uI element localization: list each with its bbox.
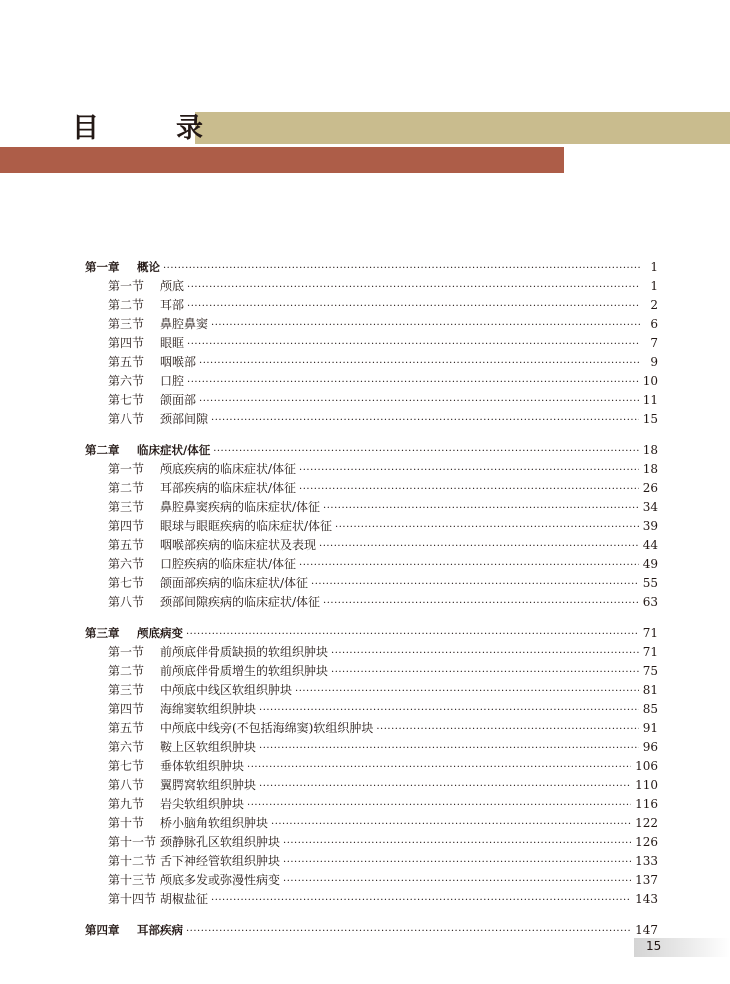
entry-page: 18 [642,462,658,476]
entry-page: 91 [642,721,658,735]
toc-section-entry[interactable] [85,353,658,372]
entry-number: 第七节 [108,393,145,407]
leader-dots [163,259,640,278]
entry-title: 中颅底中线区软组织肿块 [160,683,293,697]
entry-title: 颈部间隙疾病的临床症状/体征 [160,595,321,609]
entry-number: 第五节 [108,721,145,735]
entry-number: 第七节 [108,576,145,590]
toc-chapter-entry[interactable] [85,921,658,940]
entry-number: 第八节 [108,778,145,792]
entry-title: 口腔 [160,374,185,388]
entry-page: 10 [642,374,658,388]
entry-page: 7 [650,336,658,350]
entry-number: 第十节 [108,816,145,830]
leader-dots [247,796,631,815]
entry-title: 垂体软组织肿块 [160,759,245,773]
leader-dots [283,834,631,853]
leader-dots [335,518,639,537]
toc-section-entry[interactable] [85,391,658,410]
toc-chapter-entry[interactable] [85,624,658,643]
page-number-tab [634,938,730,957]
leader-dots [311,575,639,594]
entry-page: 18 [642,443,658,457]
toc-section-entry[interactable] [85,662,658,681]
entry-page: 49 [642,557,658,571]
toc-section-entry[interactable] [85,410,658,429]
entry-page: 1 [650,260,658,274]
entry-number: 第四节 [108,336,145,350]
entry-number: 第七节 [108,759,145,773]
entry-number: 第八节 [108,595,145,609]
entry-title: 颅底疾病的临床症状/体征 [160,462,297,476]
toc-section-entry[interactable] [85,334,658,353]
leader-dots [213,442,639,461]
entry-title: 胡椒盐征 [160,892,209,906]
entry-title: 眼球与眼眶疾病的临床症状/体征 [160,519,333,533]
toc-section-entry[interactable] [85,890,658,909]
toc-section-entry[interactable] [85,871,658,890]
entry-number: 第一节 [108,462,145,476]
leader-dots [199,392,639,411]
entry-number: 第八节 [108,412,145,426]
entry-title: 颌面部疾病的临床症状/体征 [160,576,309,590]
toc-section-entry[interactable] [85,372,658,391]
entry-page: 71 [642,626,658,640]
entry-title: 翼腭窝软组织肿块 [160,778,257,792]
entry-page: 11 [642,393,658,407]
page-title: 目 录 [72,113,228,144]
toc-section-entry[interactable] [85,681,658,700]
entry-title: 颈部间隙 [160,412,209,426]
entry-title: 鼻腔鼻窦 [160,317,209,331]
entry-title: 鼻腔鼻窦疾病的临床症状/体征 [160,500,321,514]
entry-number: 第十二节 [108,854,157,868]
leader-dots [186,625,639,644]
leader-dots [259,777,631,796]
entry-number: 第五节 [108,538,145,552]
header-band-tan [195,112,730,144]
entry-title: 耳部疾病的临床症状/体征 [160,481,297,495]
entry-title: 颅底病变 [137,626,183,640]
toc-chapter-entry[interactable] [85,258,658,277]
toc-section-entry[interactable] [85,757,658,776]
toc-section-entry[interactable] [85,776,658,795]
leader-dots [299,556,639,575]
toc-section-entry[interactable] [85,315,658,334]
entry-page: 126 [635,835,658,849]
entry-number: 第九节 [108,797,145,811]
chapter-spacer [85,612,658,624]
entry-title: 眼眶 [160,336,185,350]
toc-section-entry[interactable] [85,296,658,315]
entry-title: 概论 [137,260,160,274]
entry-page: 39 [642,519,658,533]
toc-section-entry[interactable] [85,700,658,719]
entry-number: 第三章 [85,626,120,640]
toc-section-entry[interactable] [85,738,658,757]
entry-title: 颌面部 [160,393,197,407]
leader-dots [271,815,631,834]
entry-number: 第十四节 [108,892,157,906]
entry-title: 咽喉部疾病的临床症状及表现 [160,538,317,552]
entry-title: 海绵窦软组织肿块 [160,702,257,716]
toc-section-entry[interactable] [85,498,658,517]
leader-dots [299,461,639,480]
entry-number: 第二节 [108,664,145,678]
toc-section-entry[interactable] [85,460,658,479]
leader-dots [187,335,640,354]
toc-section-entry[interactable] [85,814,658,833]
table-of-contents [85,258,658,940]
entry-number: 第六节 [108,740,145,754]
entry-number: 第二章 [85,443,120,457]
toc-section-entry[interactable] [85,593,658,612]
entry-page: 34 [642,500,658,514]
entry-page: 1 [650,279,658,293]
entry-number: 第三节 [108,317,145,331]
entry-number: 第六节 [108,557,145,571]
entry-page: 143 [635,892,658,906]
toc-section-entry[interactable] [85,479,658,498]
entry-title: 中颅底中线旁(不包括海绵窦)软组织肿块 [160,721,374,735]
entry-number: 第四节 [108,702,145,716]
entry-page: 55 [642,576,658,590]
entry-number: 第三节 [108,500,145,514]
toc-section-entry[interactable] [85,574,658,593]
entry-page: 26 [642,481,658,495]
toc-section-entry[interactable] [85,833,658,852]
leader-dots [211,316,640,335]
page-number: 15 [646,939,662,953]
entry-page: 6 [650,317,658,331]
entry-page: 75 [642,664,658,678]
entry-number: 第二节 [108,298,145,312]
entry-title: 耳部 [160,298,185,312]
entry-page: 96 [642,740,658,754]
toc-section-entry[interactable] [85,852,658,871]
toc-section-entry[interactable] [85,555,658,574]
entry-page: 147 [635,923,658,937]
leader-dots [187,373,639,392]
entry-page: 137 [635,873,658,887]
toc-section-entry[interactable] [85,517,658,536]
chapter-spacer [85,909,658,921]
entry-title: 鞍上区软组织肿块 [160,740,257,754]
leader-dots [283,853,631,872]
entry-number: 第五节 [108,355,145,369]
leader-dots [259,701,639,720]
entry-page: 122 [635,816,658,830]
entry-page: 81 [642,683,658,697]
entry-title: 咽喉部 [160,355,197,369]
leader-dots [376,720,638,739]
chapter-spacer [85,429,658,441]
leader-dots [331,644,639,663]
leader-dots [259,739,639,758]
entry-title: 桥小脑角软组织肿块 [160,816,269,830]
entry-number: 第四节 [108,519,145,533]
leader-dots [319,537,639,556]
toc-section-entry[interactable] [85,719,658,738]
leader-dots [295,682,639,701]
entry-title: 前颅底伴骨质增生的软组织肿块 [160,664,329,678]
leader-dots [187,297,640,316]
leader-dots [199,354,640,373]
entry-title: 临床症状/体征 [137,443,211,457]
entry-title: 前颅底伴骨质缺损的软组织肿块 [160,645,329,659]
entry-title: 颅底多发或弥漫性病变 [160,873,281,887]
toc-section-entry[interactable] [85,277,658,296]
entry-number: 第三节 [108,683,145,697]
entry-page: 71 [642,645,658,659]
entry-page: 15 [642,412,658,426]
entry-page: 110 [635,778,658,792]
leader-dots [283,872,631,891]
entry-page: 2 [650,298,658,312]
leader-dots [323,594,639,613]
entry-page: 44 [642,538,658,552]
leader-dots [299,480,639,499]
header-band-red [0,147,564,173]
entry-title: 舌下神经管软组织肿块 [160,854,281,868]
leader-dots [211,891,631,910]
entry-title: 颅底 [160,279,185,293]
entry-number: 第一节 [108,645,145,659]
entry-title: 口腔疾病的临床症状/体征 [160,557,297,571]
entry-number: 第十三节 [108,873,157,887]
leader-dots [186,922,631,941]
entry-title: 耳部疾病 [137,923,183,937]
leader-dots [331,663,639,682]
entry-page: 116 [635,797,658,811]
entry-title: 颈静脉孔区软组织肿块 [160,835,281,849]
entry-page: 9 [650,355,658,369]
entry-page: 63 [642,595,658,609]
entry-number: 第六节 [108,374,145,388]
entry-number: 第四章 [85,923,120,937]
entry-page: 133 [635,854,658,868]
leader-dots [211,411,639,430]
leader-dots [247,758,631,777]
leader-dots [187,278,640,297]
entry-number: 第十一节 [108,835,157,849]
entry-number: 第二节 [108,481,145,495]
entry-number: 第一节 [108,279,145,293]
entry-page: 85 [642,702,658,716]
toc-chapter-entry[interactable] [85,441,658,460]
entry-title: 岩尖软组织肿块 [160,797,245,811]
entry-number: 第一章 [85,260,120,274]
leader-dots [323,499,639,518]
entry-page: 106 [635,759,658,773]
toc-section-entry[interactable] [85,536,658,555]
toc-section-entry[interactable] [85,643,658,662]
toc-section-entry[interactable] [85,795,658,814]
